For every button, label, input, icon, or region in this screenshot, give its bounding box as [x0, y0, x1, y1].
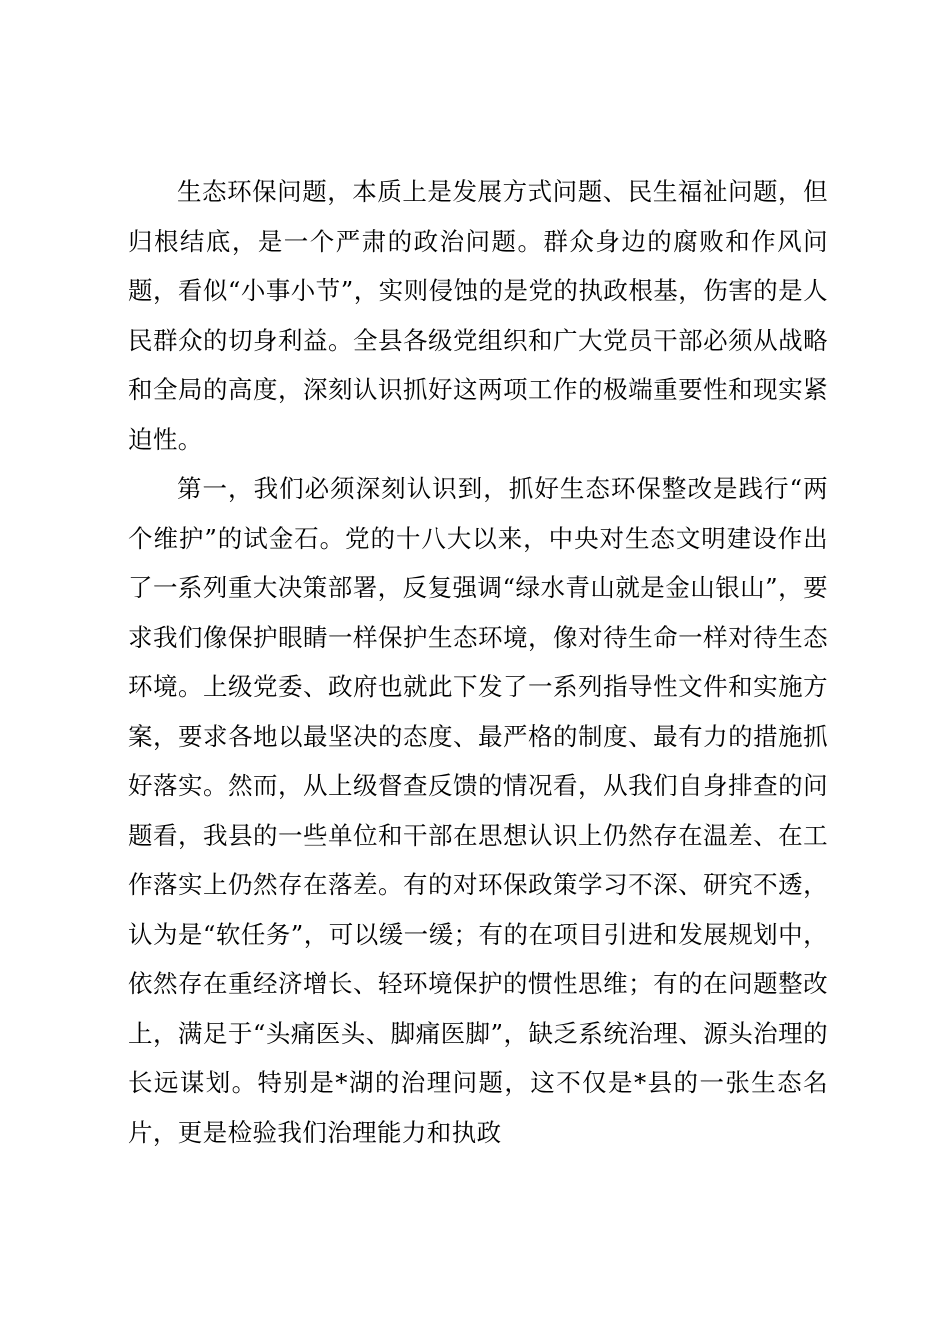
paragraph-1: 生态环保问题，本质上是发展方式问题、民生福祉问题，但归根结底，是一个严肃的政治问题。群众身边的腐败和作风问题，看似“小事小节”，实则侵蚀的是党的执政根基，伤害的是人民群众的切身利益。全县各级党组织和广大党员干部必须从战略和全局的高度，深刻认识抓好这两项工作的极端重要性和现实紧迫性。: [128, 177, 828, 454]
paragraph-2: 第一，我们必须深刻认识到，抓好生态环保整改是践行“两个维护”的试金石。党的十八大以来，中央对生态文明建设作出了一系列重大决策部署，反复强调“绿水青山就是金山银山”，要求我们像保护眼睛一样保护生态环境，像对待生命一样对待生态环境。上级党委、政府也就此下发了一系列指导性文件和实施方案，要求各地以最坚决的态度、最严格的制度、最有力的措施抓好落实。然而，从上级督查反馈的情况看，从我们自身排查的问题看，我县的一些单位和干部在思想认识上仍然存在温差、在工作落实上仍然存在落差。有的对环保政策学习不深、研究不透，认为是“软任务”，可以缓一缓；有的在项目引进和发展规划中，依然存在重经济增长、轻环境保护的惯性思维；有的在问题整改上，满足于“头痛医头、脚痛医脚”，缺乏系统治理、源头治理的长远谋划。特别是*湖的治理问题，这不仅是*县的一张生态名片，更是检验我们治理能力和执政: [128, 474, 828, 1147]
body-text: [128, 167, 828, 1157]
